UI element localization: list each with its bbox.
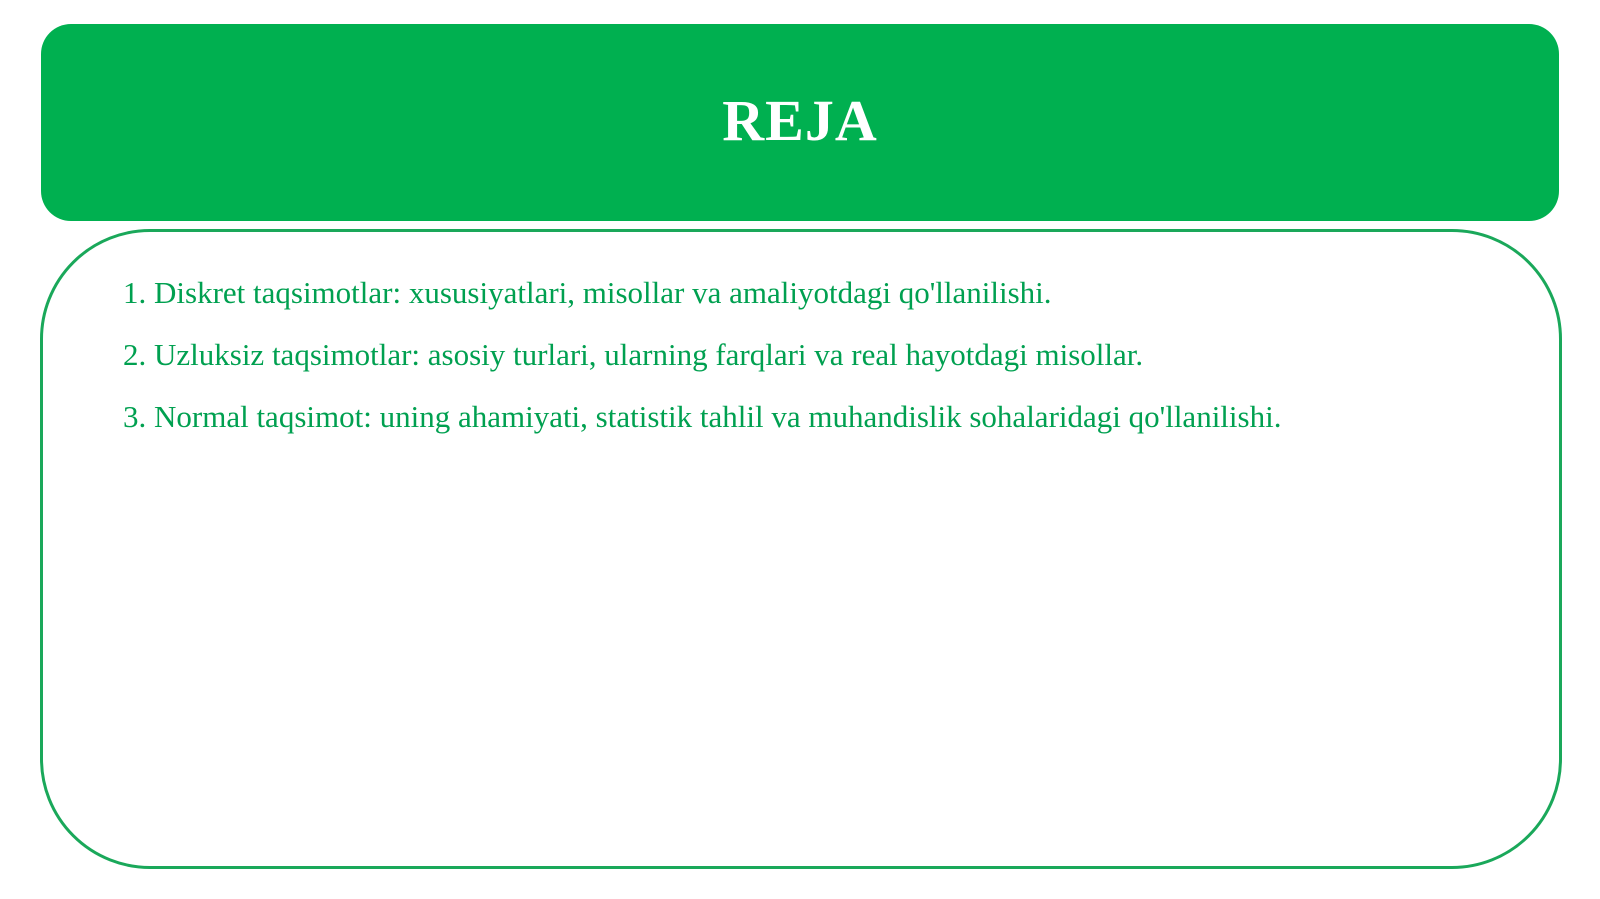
title-banner <box>41 24 1559 221</box>
slide-title: REJA <box>722 88 878 153</box>
plan-item-3: 3. Normal taqsimot: uning ahamiyati, statistik tahlil va muhandislik sohalaridagi qo'llanilishi. <box>123 399 1282 434</box>
plan-content-box <box>40 229 1562 869</box>
plan-item-2: 2. Uzluksiz taqsimotlar: asosiy turlari, ularning farqlari va real hayotdagi misollar. <box>123 337 1144 372</box>
plan-list <box>123 274 1281 460</box>
plan-item-1: 1. Diskret taqsimotlar: xususiyatlari, misollar va amaliyotdagi qo'llanilishi. <box>123 275 1052 310</box>
